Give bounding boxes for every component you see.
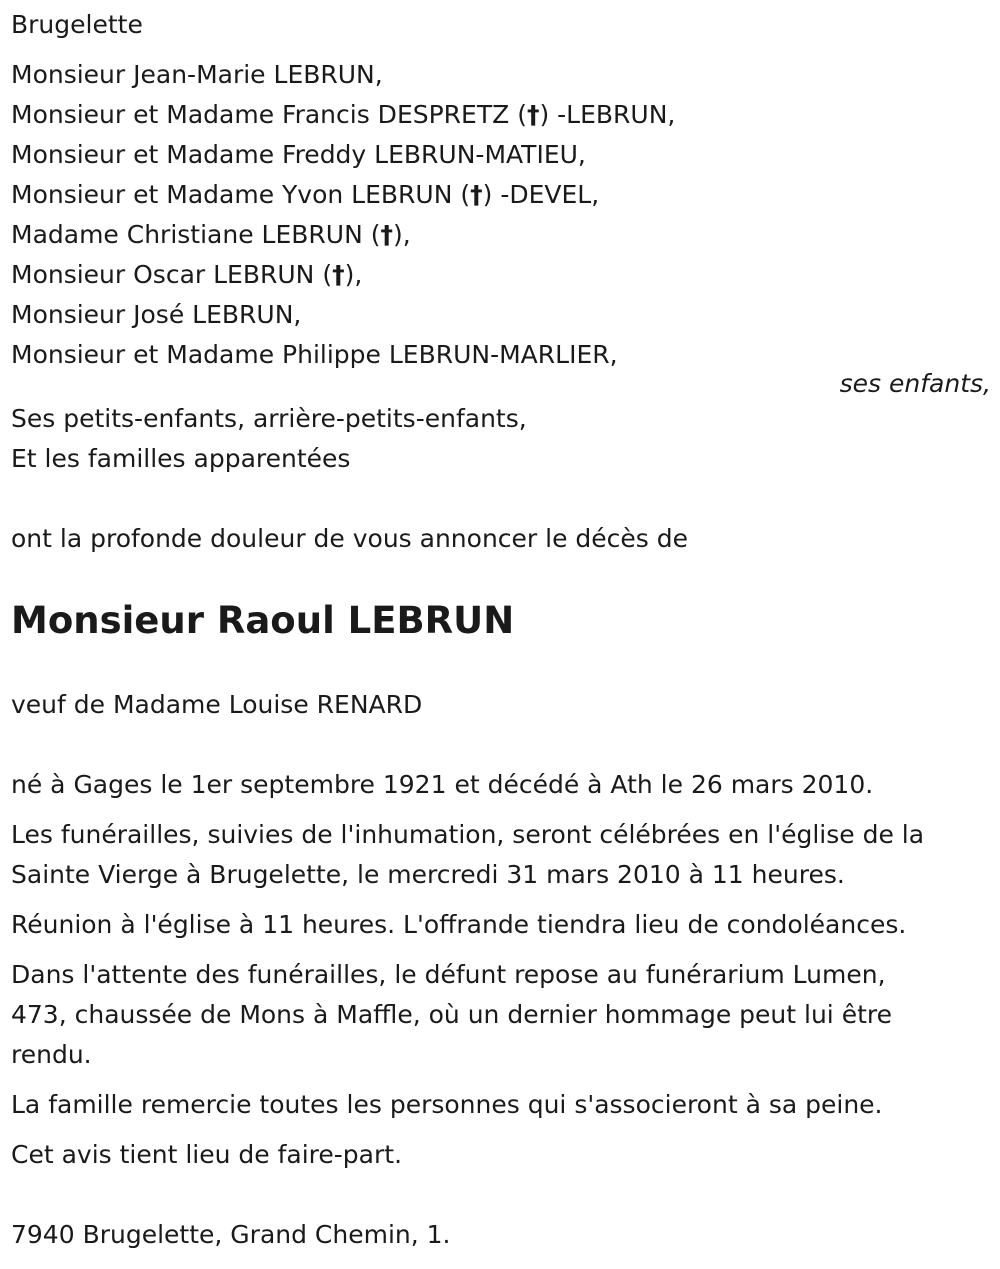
child-entry: Monsieur Oscar LEBRUN (†),	[11, 260, 363, 289]
children-list	[11, 55, 991, 375]
children-signature: ses enfants,	[839, 369, 991, 398]
thanks-paragraph: La famille remercie toutes les personnes qui s'associeront à sa peine.	[11, 1090, 883, 1119]
notice-paragraph: Cet avis tient lieu de faire-part.	[11, 1140, 403, 1169]
child-entry: Monsieur Jean-Marie LEBRUN,	[11, 60, 383, 89]
relatives-line: Et les familles apparentées	[11, 444, 351, 473]
child-entry: Monsieur et Madame Freddy LEBRUN-MATIEU,	[11, 140, 586, 169]
address-line: 7940 Brugelette, Grand Chemin, 1.	[11, 1220, 451, 1249]
funeral-paragraph: Les funérailles, suivies de l'inhumation, seront célébrées en l'église de la Sainte Vierge à Brugelette, le mercredi 31 mars 2010 à 11 heures.	[11, 820, 925, 889]
cross-icon: †	[526, 100, 540, 129]
deceased-name: Monsieur Raoul LEBRUN	[11, 599, 515, 642]
child-entry: Monsieur et Madame Philippe LEBRUN-MARLIER,	[11, 340, 618, 369]
obituary-notice	[11, 5, 991, 1255]
cross-icon: †	[470, 180, 483, 209]
child-entry: Monsieur et Madame Francis DESPRETZ (†) -LEBRUN,	[11, 100, 676, 129]
widow-of-line: veuf de Madame Louise RENARD	[11, 690, 423, 719]
town-heading: Brugelette	[11, 10, 143, 39]
announcement-intro: ont la profonde douleur de vous annoncer le décès de	[11, 524, 689, 553]
viewing-paragraph: Dans l'attente des funérailles, le défunt repose au funérarium Lumen, 473, chaussée de Mons à Maffle, où un dernier hommage peut lui être rendu.	[11, 960, 892, 1069]
cross-icon: †	[380, 220, 393, 249]
child-entry: Monsieur et Madame Yvon LEBRUN (†) -DEVEL,	[11, 180, 600, 209]
cross-icon: †	[332, 260, 345, 289]
child-entry: Monsieur José LEBRUN,	[11, 300, 302, 329]
grandchildren-line: Ses petits-enfants, arrière-petits-enfants,	[11, 404, 527, 433]
child-entry: Madame Christiane LEBRUN (†),	[11, 220, 411, 249]
meeting-paragraph: Réunion à l'église à 11 heures. L'offrande tiendra lieu de condoléances.	[11, 910, 907, 939]
birth-death-line: né à Gages le 1er septembre 1921 et décédé à Ath le 26 mars 2010.	[11, 770, 874, 799]
